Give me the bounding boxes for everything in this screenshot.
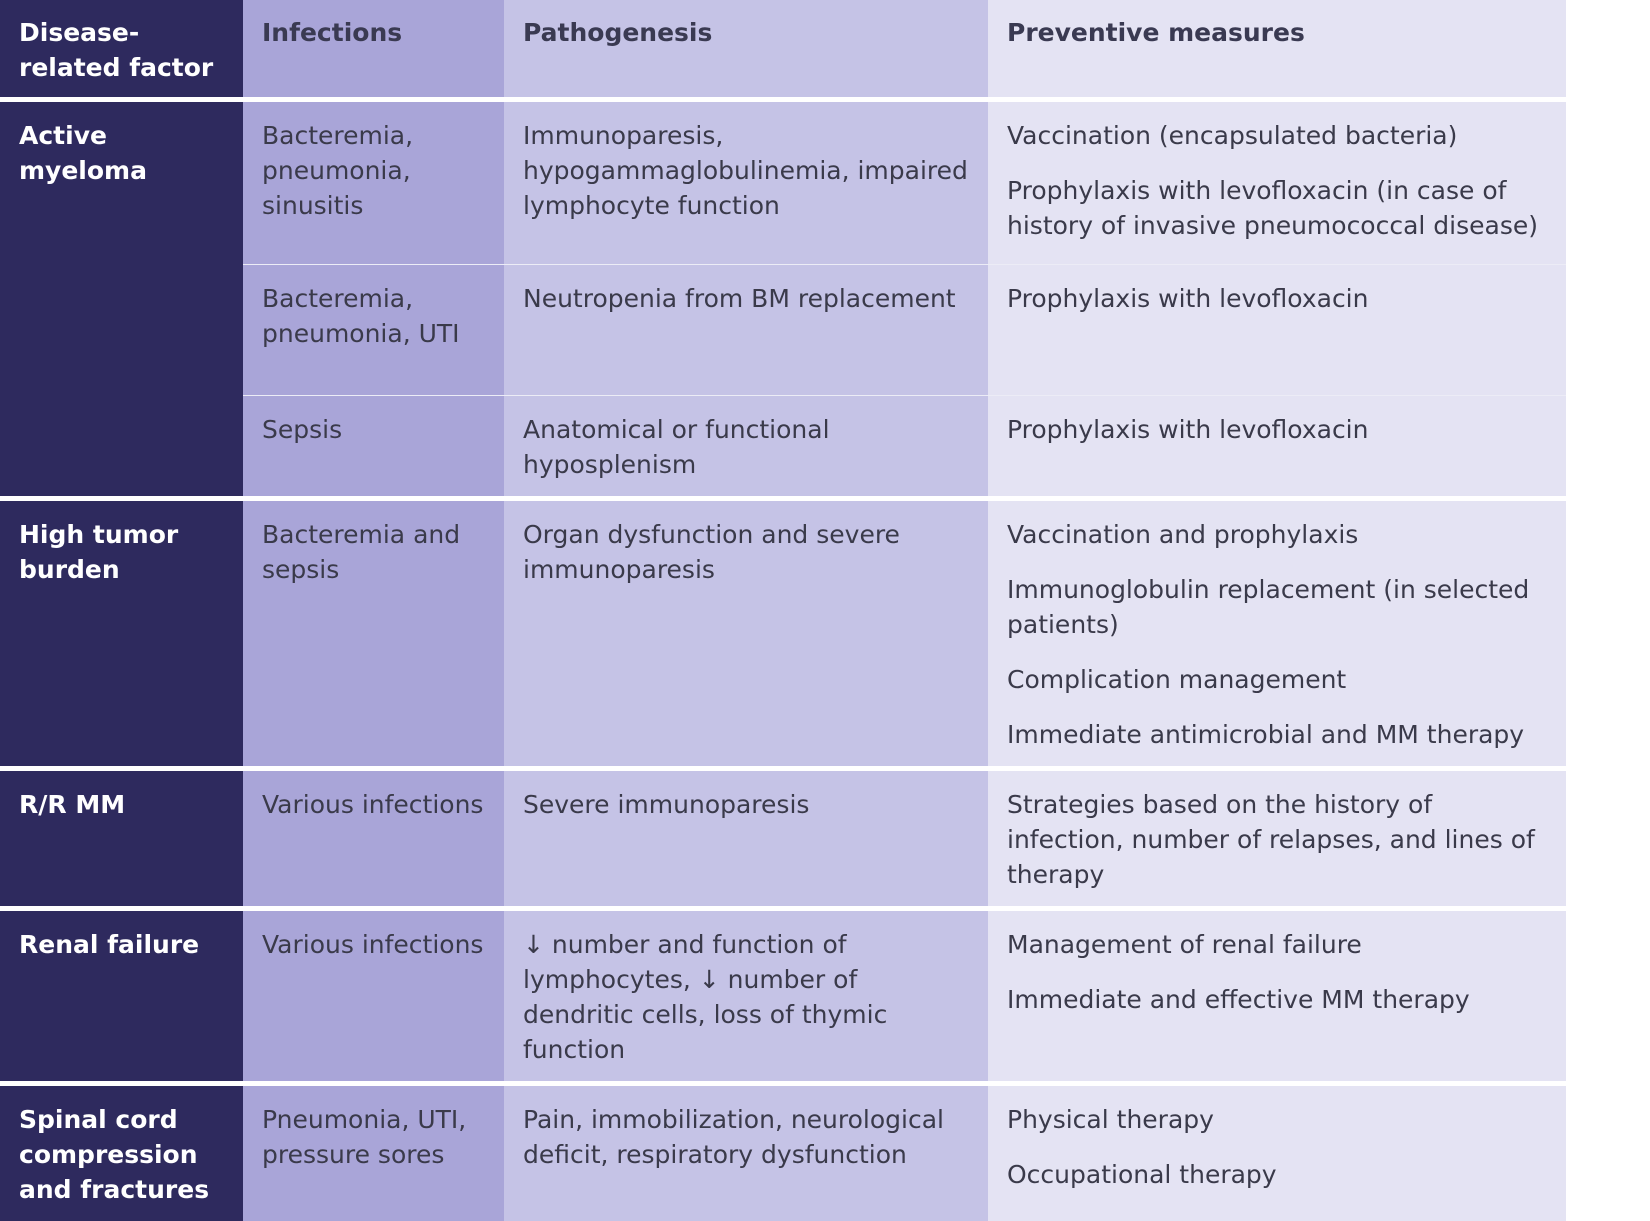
preventive-cell [988,909,1566,1084]
infections-cell: Sepsis [243,396,504,499]
pathogenesis-cell: Neutropenia from BM replacement [504,265,988,396]
table-body [0,100,1566,1221]
preventive-measure: Physical therapy [1007,1102,1548,1137]
preventive-cell [988,396,1566,499]
table-row [0,1084,1566,1221]
header-infections: Infections [243,0,504,100]
pathogenesis-cell: Immunoparesis, hypogammaglobulinemia, impaired lymphocyte function [504,100,988,265]
factor-cell: Renal failure [0,909,243,1084]
preventive-cell [988,1084,1566,1221]
pathogenesis-cell: Pain, immobilization, neurological deficit, respiratory dysfunction [504,1084,988,1221]
factor-cell: High tumor burden [0,499,243,769]
infections-cell: Pneumonia, UTI, pressure sores [243,1084,504,1221]
preventive-measure: Occupational therapy [1007,1157,1548,1192]
header-preventive: Preventive measures [988,0,1566,100]
pathogenesis-cell: Organ dysfunction and severe immunoparesis [504,499,988,769]
preventive-measure: Immunoglobulin replacement (in selected patients) [1007,572,1548,642]
infections-cell: Various infections [243,769,504,909]
header-pathogenesis: Pathogenesis [504,0,988,100]
preventive-cell [988,499,1566,769]
infections-cell: Bacteremia, pneumonia, sinusitis [243,100,504,265]
table-row [0,909,1566,1084]
preventive-cell [988,265,1566,396]
preventive-measure: Vaccination and prophylaxis [1007,517,1548,552]
preventive-measure: Complication management [1007,662,1548,697]
pathogenesis-cell: ↓ number and function of lymphocytes, ↓ number of dendritic cells, loss of thymic function [504,909,988,1084]
preventive-measure: Immediate and effective MM therapy [1007,982,1548,1017]
infections-cell: Bacteremia and sepsis [243,499,504,769]
preventive-cell [988,769,1566,909]
preventive-measure: Vaccination (encapsulated bacteria) [1007,118,1548,153]
header-row [0,0,1566,100]
infections-cell: Bacteremia, pneumonia, UTI [243,265,504,396]
preventive-cell [988,100,1566,265]
factor-cell: Active myeloma [0,100,243,499]
pathogenesis-cell: Severe immunoparesis [504,769,988,909]
header-factor: Disease-related factor [0,0,243,100]
factor-cell: Spinal cord compression and fractures [0,1084,243,1221]
infections-cell: Various infections [243,909,504,1084]
preventive-measure: Management of renal failure [1007,927,1548,962]
preventive-measure: Prophylaxis with levofloxacin (in case of history of invasive pneumococcal disease) [1007,173,1548,243]
preventive-measure: Prophylaxis with levofloxacin [1007,412,1548,447]
preventive-measure: Strategies based on the history of infection, number of relapses, and lines of therapy [1007,787,1548,892]
table-row [0,769,1566,909]
factor-cell: R/R MM [0,769,243,909]
table-row [0,100,1566,265]
table-row [0,499,1566,769]
pathogenesis-cell: Anatomical or functional hyposplenism [504,396,988,499]
preventive-measure: Immediate antimicrobial and MM therapy [1007,717,1548,752]
preventive-measure: Prophylaxis with levofloxacin [1007,281,1548,316]
